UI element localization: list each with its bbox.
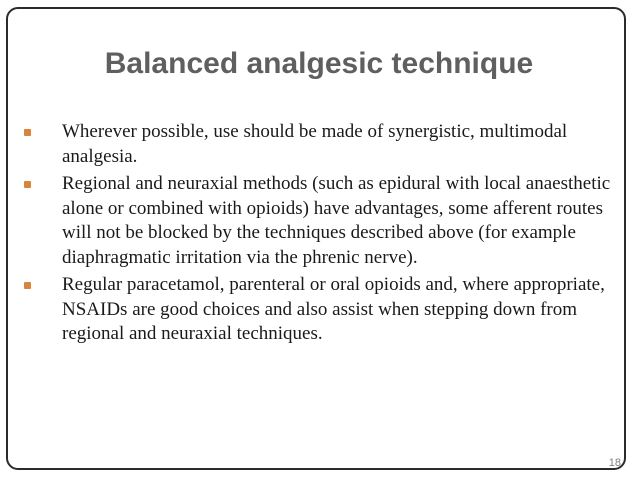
slide-title: Balanced analgesic technique — [104, 47, 534, 80]
bullet-item — [20, 273, 620, 347]
bullet-text: Regional and neuraxial methods (such as epidural with local anaesthetic alone or combined with opioids) have advantages, some afferent routes will not be blocked by the techniques described above (for example diaphragmatic irritation via the phrenic nerve). — [62, 173, 611, 268]
bullet-item — [20, 172, 620, 270]
bullet-text: Regular paracetamol, parenteral or oral opioids and, where appropriate, NSAIDs are good choices and also assist when stepping down from regional and neuraxial techniques. — [62, 274, 605, 344]
slide-number: 18 — [608, 457, 621, 469]
bullet-item — [20, 120, 620, 169]
bullet-list — [20, 120, 620, 350]
square-bullet-icon — [24, 129, 31, 136]
square-bullet-icon — [24, 282, 31, 289]
square-bullet-icon — [24, 181, 31, 188]
bullet-text: Wherever possible, use should be made of synergistic, multimodal analgesia. — [62, 121, 568, 167]
